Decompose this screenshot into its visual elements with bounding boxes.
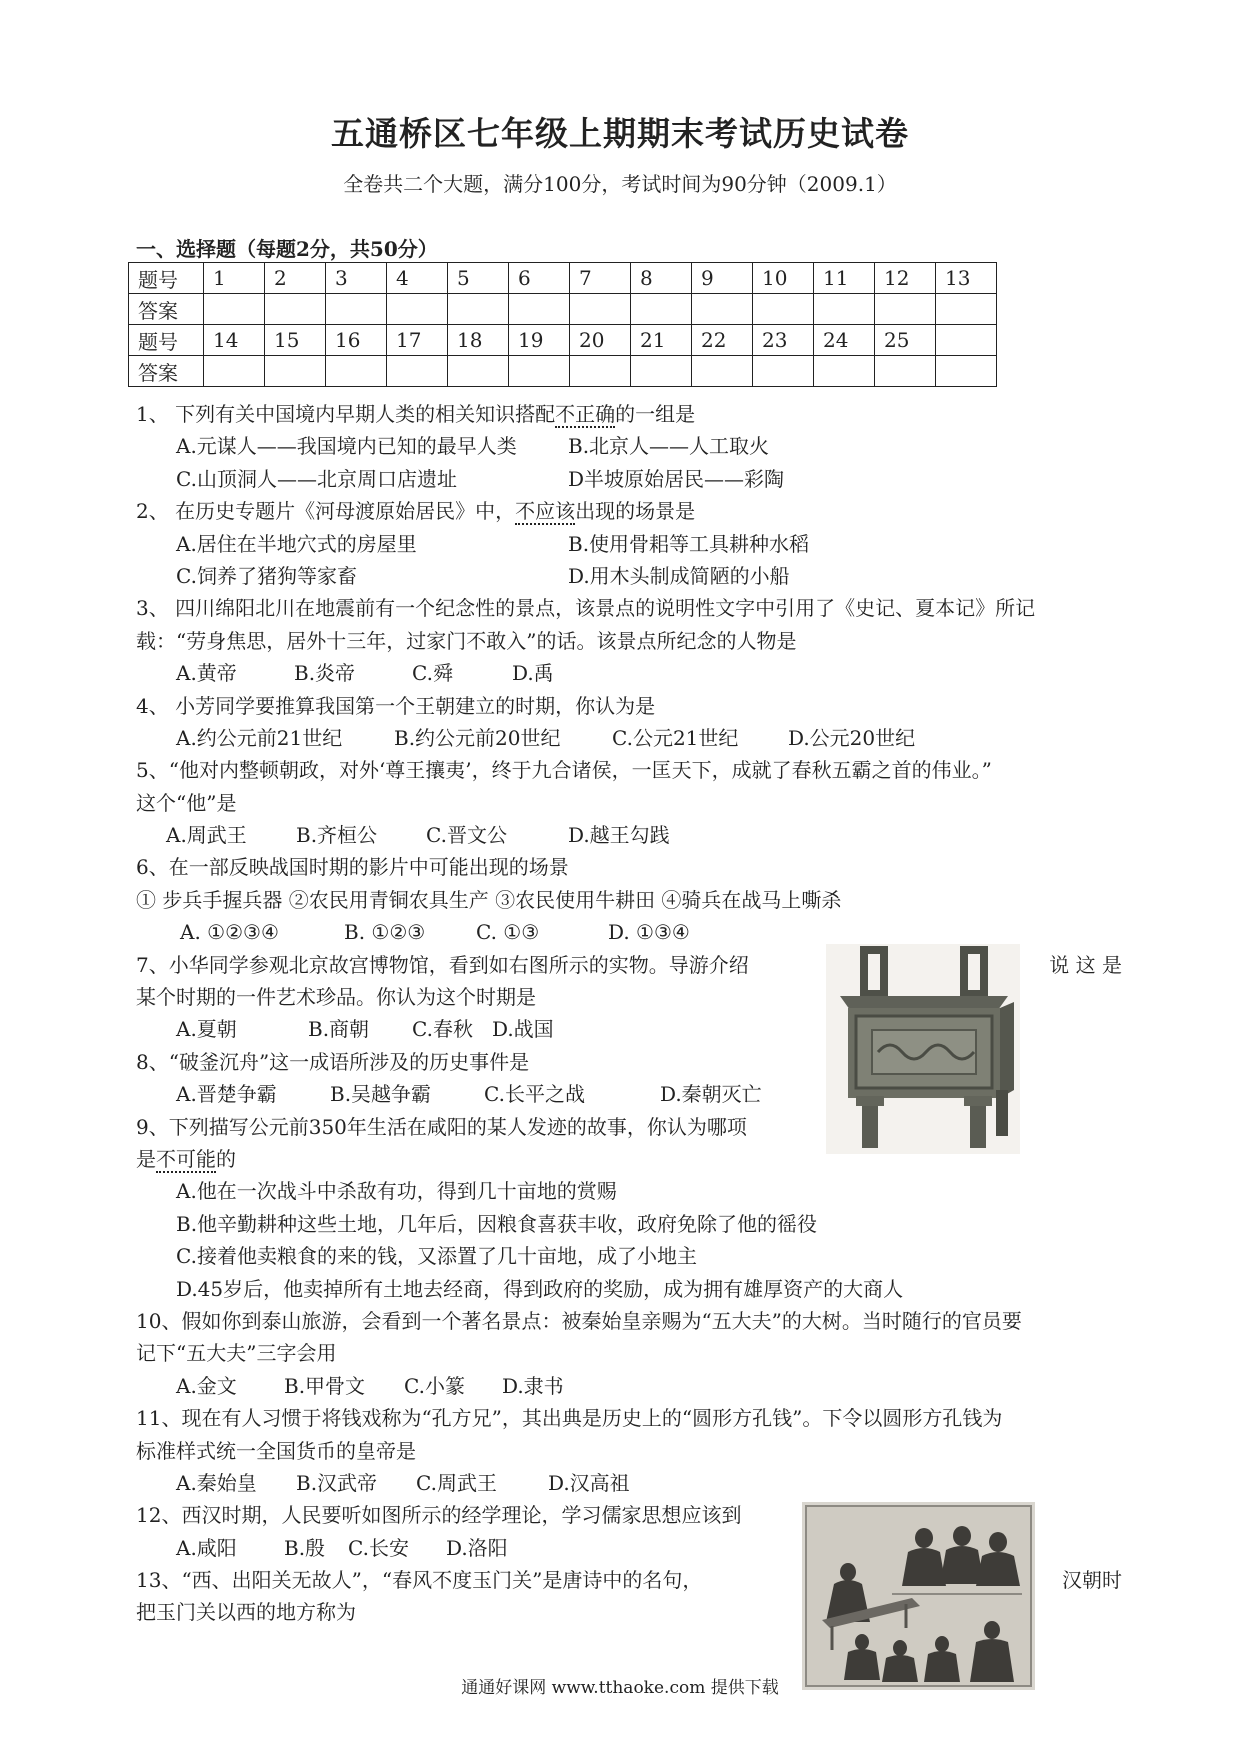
option: C.小篆 <box>404 1373 465 1398</box>
table-cell-number: 13 <box>936 263 997 294</box>
table-cell-number: 12 <box>875 263 936 294</box>
option: A.居住在半地穴式的房屋里 <box>176 531 417 556</box>
emphasis-text: 不应该 <box>515 499 576 524</box>
question-stem: 10、假如你到泰山旅游，会看到一个著名景点：被秦始皇亲赐为“五大夫”的大树。当时随行的官员要 <box>136 1308 1022 1333</box>
answer-cell <box>204 356 265 387</box>
answer-cell <box>265 294 326 325</box>
answer-cell <box>387 356 448 387</box>
question-stem: 5、“他对内整顿朝政，对外‘尊王攘夷’，终于九合诸侯，一匡天下，成就了春秋五霸之首的伟业。” <box>136 758 992 783</box>
option: C.公元21世纪 <box>612 725 739 750</box>
answer-cell <box>814 356 875 387</box>
option: C.长平之战 <box>484 1082 585 1107</box>
option: B.北京人——人工取火 <box>568 434 770 459</box>
answer-table-row <box>129 263 997 294</box>
option: C.饲养了猪狗等家畜 <box>176 563 357 588</box>
options-row <box>136 560 1122 592</box>
question-stem: 这个“他”是 <box>136 790 237 815</box>
option: D.45岁后，他卖掉所有土地去经商，得到政府的奖励，成为拥有雄厚资产的大商人 <box>176 1276 904 1301</box>
stem-text: 7、小华同学参观北京故宫博物馆，看到如右图所示的实物。导游介绍 <box>136 952 749 977</box>
table-cell-number: 14 <box>204 325 265 356</box>
option: A.黄帝 <box>176 661 237 686</box>
question-stem: 11、现在有人习惯于将钱戏称为“孔方兄”，其出典是历史上的“圆形方孔钱”。下令以圆形方孔钱为 <box>136 1406 1003 1431</box>
options-row <box>136 528 1122 560</box>
table-cell-label: 题号 <box>129 263 204 294</box>
answer-table-row <box>129 325 997 356</box>
table-cell-number: 1 <box>204 263 265 294</box>
options-row <box>136 1467 1122 1499</box>
options-row <box>136 657 1122 689</box>
option: A.元谋人——我国境内已知的最早人类 <box>176 434 517 459</box>
question-stem: 记下“五大夫”三字会用 <box>136 1341 337 1366</box>
option: A.咸阳 <box>176 1535 237 1560</box>
answer-cell <box>936 356 997 387</box>
table-cell-number: 20 <box>570 325 631 356</box>
table-cell-number: 5 <box>448 263 509 294</box>
stem-text: 是 <box>136 1146 156 1171</box>
answer-cell <box>814 294 875 325</box>
answer-cell <box>448 356 509 387</box>
option: B.甲骨文 <box>284 1373 366 1398</box>
option: A.周武王 <box>166 823 247 848</box>
option: D.越王勾践 <box>568 823 670 848</box>
table-cell-number: 6 <box>509 263 570 294</box>
stem-text: 说 这 是 <box>1049 952 1122 977</box>
stone-relief-icon <box>802 1502 1035 1690</box>
table-cell-number: 7 <box>570 263 631 294</box>
table-cell-number: 10 <box>753 263 814 294</box>
table-cell-label: 答案 <box>129 356 204 387</box>
options-row <box>136 819 1122 851</box>
table-cell-number: 8 <box>631 263 692 294</box>
table-cell-label: 答案 <box>129 294 204 325</box>
option: D半坡原始居民——彩陶 <box>568 466 785 491</box>
question-stem: 4、 小芳同学要推算我国第一个王朝建立的时期，你认为是 <box>136 693 656 718</box>
table-cell-number: 25 <box>875 325 936 356</box>
option: D.秦朝灭亡 <box>660 1082 762 1107</box>
option: B.齐桓公 <box>296 823 378 848</box>
option: B.吴越争霸 <box>330 1082 432 1107</box>
stem-text: 的 <box>216 1146 236 1171</box>
options-row <box>136 430 1122 462</box>
table-cell-number: 9 <box>692 263 753 294</box>
option: C.长安 <box>348 1535 409 1560</box>
option: A. ①②③④ <box>180 920 279 945</box>
stem-text: 的一组是 <box>615 402 696 426</box>
question-stem: 6、在一部反映战国时期的影片中可能出现的场景 <box>136 855 569 880</box>
option: C.接着他卖粮食的来的钱，又添置了几十亩地，成了小地主 <box>176 1244 697 1269</box>
option: B.约公元前20世纪 <box>394 725 561 750</box>
table-cell-number: 19 <box>509 325 570 356</box>
question-items: ① 步兵手握兵器 ②农民用青铜农具生产 ③农民使用牛耕田 ④骑兵在战马上嘶杀 <box>136 887 842 912</box>
option: A.他在一次战斗中杀敌有功，得到几十亩地的赏赐 <box>176 1179 617 1204</box>
question-stem: 9、下列描写公元前350年生活在咸阳的某人发迹的故事，你认为哪项 <box>136 1114 747 1139</box>
question-stem: 12、西汉时期，人民要听如图所示的经学理论，学习儒家思想应该到 <box>136 1503 742 1528</box>
option: B.商朝 <box>308 1017 370 1042</box>
answer-cell <box>631 294 692 325</box>
table-cell-number: 15 <box>265 325 326 356</box>
answer-cell <box>875 294 936 325</box>
table-cell-number: 11 <box>814 263 875 294</box>
option: B. ①②③ <box>344 920 426 945</box>
answer-cell <box>326 294 387 325</box>
option: D.禹 <box>512 661 554 686</box>
answer-table-row <box>129 294 997 325</box>
answer-cell <box>570 356 631 387</box>
options-row <box>136 1370 1122 1402</box>
table-cell-label: 题号 <box>129 325 204 356</box>
bronze-ding-image <box>826 944 1020 1154</box>
answer-cell <box>448 294 509 325</box>
answer-cell <box>387 294 448 325</box>
option: A.秦始皇 <box>176 1470 257 1495</box>
table-cell-number <box>936 325 997 356</box>
option: A.约公元前21世纪 <box>176 725 343 750</box>
exam-title: 五通桥区七年级上期期末考试历史试卷 <box>331 114 909 153</box>
answer-cell <box>875 356 936 387</box>
option: C.山顶洞人——北京周口店遗址 <box>176 466 457 491</box>
emphasis-text: 不可能 <box>156 1146 216 1171</box>
option: B.使用骨耜等工具耕种水稻 <box>568 531 810 556</box>
option: D.战国 <box>492 1017 554 1042</box>
option: D.用木头制成简陋的小船 <box>568 563 790 588</box>
table-cell-number: 18 <box>448 325 509 356</box>
exam-subtitle: 全卷共二个大题，满分100分，考试时间为90分钟（2009.1） <box>343 172 897 196</box>
option: D. ①③④ <box>608 920 690 945</box>
option: B.殷 <box>284 1535 326 1560</box>
answer-cell <box>753 356 814 387</box>
answer-table <box>128 262 997 387</box>
option: D.公元20世纪 <box>788 725 916 750</box>
table-cell-number: 21 <box>631 325 692 356</box>
table-cell-number: 24 <box>814 325 875 356</box>
footer-source: 通通好课网 www.tthaoke.com 提供下载 <box>461 1678 779 1698</box>
question-stem: 3、 四川绵阳北川在地震前有一个纪念性的景点，该景点的说明性文字中引用了《史记、夏本记》所记 <box>136 596 1036 621</box>
question-stem: 标准样式统一全国货币的皇帝是 <box>136 1438 416 1463</box>
option: A.金文 <box>176 1373 237 1398</box>
options-row <box>136 722 1122 754</box>
answer-cell <box>692 294 753 325</box>
question-stem: 载：“劳身焦思，居外十三年，过家门不敢入”的话。该景点所纪念的人物是 <box>136 628 797 653</box>
stem-text: 13、“西、出阳关无故人”，“春风不度玉门关”是唐诗中的名句， <box>136 1568 703 1593</box>
table-cell-number: 3 <box>326 263 387 294</box>
option: D.洛阳 <box>446 1535 508 1560</box>
answer-cell <box>631 356 692 387</box>
option: C.春秋 <box>412 1017 473 1042</box>
table-cell-number: 16 <box>326 325 387 356</box>
answer-table-row <box>129 356 997 387</box>
answer-cell <box>509 294 570 325</box>
answer-cell <box>204 294 265 325</box>
han-lecture-relief-image <box>802 1502 1035 1690</box>
answer-cell <box>570 294 631 325</box>
option: B.他辛勤耕种这些土地，几年后，因粮食喜获丰收，政府免除了他的徭役 <box>176 1211 818 1236</box>
answer-cell <box>753 294 814 325</box>
option: A.夏朝 <box>176 1017 237 1042</box>
section-heading: 一、选择题（每题2分，共50分） <box>136 237 438 261</box>
stem-text: 汉朝时 <box>1062 1568 1122 1593</box>
option: C.舜 <box>412 661 453 686</box>
answer-cell <box>509 356 570 387</box>
answer-cell <box>936 294 997 325</box>
table-cell-number: 23 <box>753 325 814 356</box>
answer-cell <box>265 356 326 387</box>
table-cell-number: 22 <box>692 325 753 356</box>
question-stem: 8、“破釜沉舟”这一成语所涉及的历史事件是 <box>136 1049 530 1074</box>
option: C.晋文公 <box>426 823 507 848</box>
stem-text: 2、 在历史专题片《河母渡原始居民》中， <box>136 499 516 524</box>
option: B.炎帝 <box>294 661 356 686</box>
option: C. ①③ <box>476 920 540 945</box>
table-cell-number: 2 <box>265 263 326 294</box>
stem-text: 出现的场景是 <box>575 499 696 524</box>
answer-cell <box>326 356 387 387</box>
option: A.晋楚争霸 <box>176 1082 277 1107</box>
question-stem: 把玉门关以西的地方称为 <box>136 1600 356 1625</box>
options-row <box>136 463 1122 495</box>
question-stem <box>136 495 1122 527</box>
option: C.周武王 <box>416 1470 497 1495</box>
option: D.隶书 <box>502 1373 564 1398</box>
table-cell-number: 4 <box>387 263 448 294</box>
emphasis-text: 不正确 <box>555 402 616 426</box>
answer-cell <box>692 356 753 387</box>
option: B.汉武帝 <box>296 1470 378 1495</box>
bronze-ding-icon <box>826 944 1020 1154</box>
question-stem <box>136 398 1122 430</box>
table-cell-number: 17 <box>387 325 448 356</box>
question-stem: 某个时期的一件艺术珍品。你认为这个时期是 <box>136 985 536 1010</box>
stem-text: 1、 下列有关中国境内早期人类的相关知识搭配 <box>136 402 556 426</box>
option: D.汉高祖 <box>548 1470 630 1495</box>
